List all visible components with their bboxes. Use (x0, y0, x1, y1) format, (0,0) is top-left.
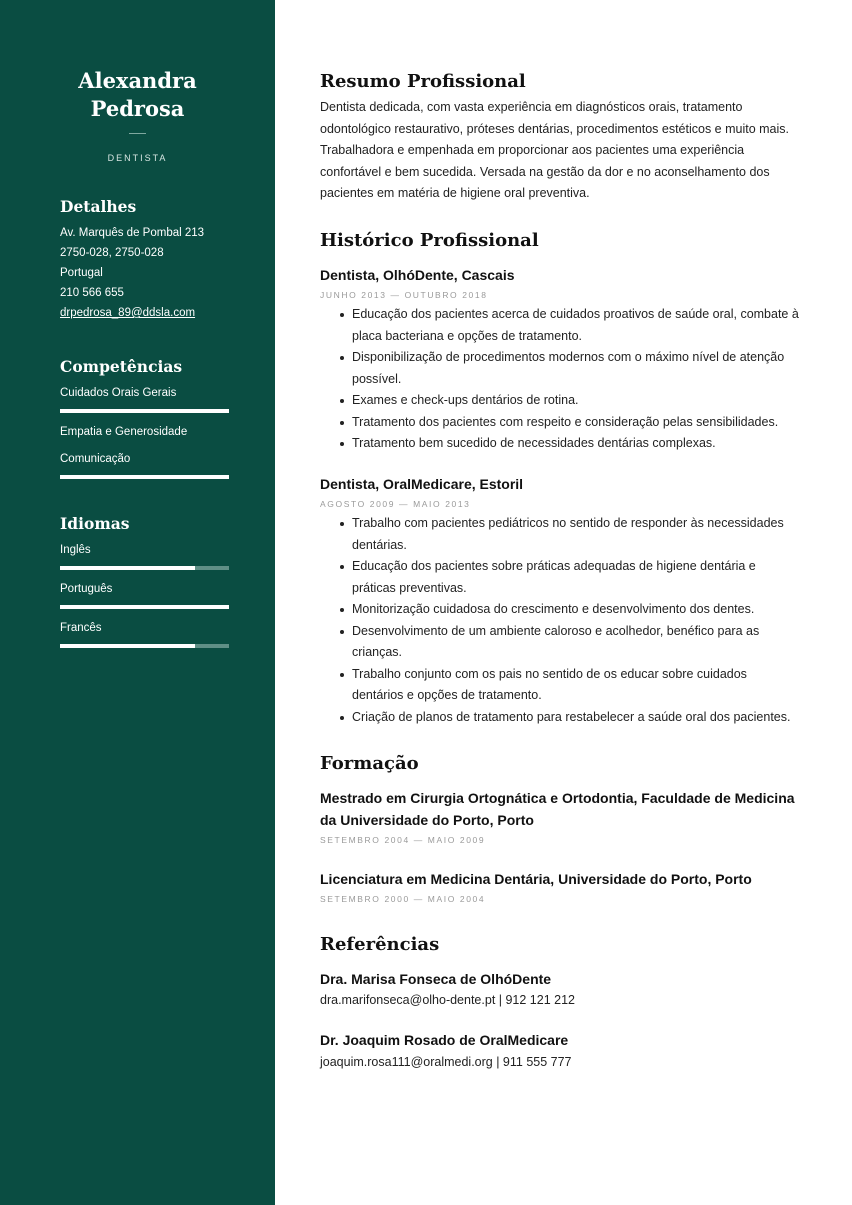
skill-bar-fill (60, 409, 229, 413)
email-link-text[interactable]: drpedrosa_89@ddsla.com (60, 307, 196, 319)
reference-contact: dra.marifonseca@olho-dente.pt | 912 121 212 (320, 993, 575, 1007)
list-item: Educação dos pacientes sobre práticas adequadas de higiene dentária e práticas preventivas. (320, 556, 800, 599)
list-item: Tratamento dos pacientes com respeito e consideração pelas sensibilidades. (320, 412, 800, 434)
reference-name: Dra. Marisa Fonseca de OlhóDente (320, 971, 552, 987)
job-title: DENTISTA (107, 153, 168, 163)
summary-text: Dentista dedicada, com vasta experiência em diagnósticos orais, tratamento odontológico restaurativo, próteses dentárias, procedimentos estéticos e muito mais. Trabalhadora e empenhada em proporcionar aos pacientes uma experiência confortável e bem sucedida. Versada na gestão da dor e no aconselhamento dos pacientes em matéria de higiene oral preventiva. (320, 100, 789, 200)
language-label: Inglês (60, 544, 91, 556)
summary-heading: Resumo Profissional (320, 71, 526, 92)
skill-bar (60, 409, 229, 413)
skill-bar (60, 475, 229, 479)
list-item: Trabalho com pacientes pediátricos no sentido de responder às necessidades dentárias. (320, 513, 800, 556)
country: Portugal (60, 267, 103, 279)
reference-contact: joaquim.rosa111@oralmedi.org | 911 555 777 (320, 1055, 572, 1069)
address-line-1: Av. Marquês de Pombal 213 (60, 227, 205, 239)
job-duties-list (320, 304, 800, 455)
details-heading: Detalhes (60, 197, 137, 216)
references-heading: Referências (320, 934, 440, 955)
job-dates: AGOSTO 2009 — MAIO 2013 (320, 499, 471, 509)
language-label: Francês (60, 622, 102, 634)
skill-label: Empatia e Generosidade (60, 426, 188, 438)
list-item: Criação de planos de tratamento para restabelecer a saúde oral dos pacientes. (320, 707, 800, 729)
skill-label: Comunicação (60, 453, 131, 465)
degree-dates: SETEMBRO 2000 — MAIO 2004 (320, 894, 486, 904)
job-duties-list (320, 513, 800, 728)
degree-title: Mestrado em Cirurgia Ortognática e Ortodontia, Faculdade de Medicina da Universidade do Porto, Porto (320, 790, 795, 828)
sidebar (0, 0, 275, 1205)
skill-label: Cuidados Orais Gerais (60, 387, 177, 399)
email-link[interactable] (60, 306, 195, 320)
language-bar (60, 566, 229, 570)
languages-heading: Idiomas (60, 514, 130, 533)
list-item: Desenvolvimento de um ambiente caloroso e acolhedor, benéfico para as crianças. (320, 621, 800, 664)
job-dates: JUNHO 2013 — OUTUBRO 2018 (320, 290, 488, 300)
name-divider (129, 133, 146, 134)
language-bar-fill (60, 566, 195, 570)
list-item: Disponibilização de procedimentos modernos com o máximo nível de atenção possível. (320, 347, 800, 390)
list-item: Tratamento bem sucedido de necessidades dentárias complexas. (320, 433, 800, 455)
address-line-2: 2750-028, 2750-028 (60, 247, 164, 259)
list-item: Exames e check-ups dentários de rotina. (320, 390, 800, 412)
list-item: Monitorização cuidadosa do crescimento e desenvolvimento dos dentes. (320, 599, 800, 621)
list-item: Educação dos pacientes acerca de cuidados proativos de saúde oral, combate à placa bacteriana e opções de tratamento. (320, 304, 800, 347)
skills-heading: Competências (60, 357, 183, 376)
job-title: Dentista, OralMedicare, Estoril (320, 476, 524, 492)
reference-name: Dr. Joaquim Rosado de OralMedicare (320, 1032, 569, 1048)
last-name: Pedrosa (90, 96, 185, 121)
language-bar (60, 605, 229, 609)
degree-dates: SETEMBRO 2004 — MAIO 2009 (320, 835, 486, 845)
phone: 210 566 655 (60, 287, 124, 299)
skill-bar-fill (60, 475, 229, 479)
education-heading: Formação (320, 753, 419, 774)
language-bar (60, 644, 229, 648)
list-item: Trabalho conjunto com os pais no sentido de os educar sobre cuidados dentários e opções de tratamento. (320, 664, 800, 707)
job-title: Dentista, OlhóDente, Cascais (320, 267, 515, 283)
language-label: Português (60, 583, 113, 595)
first-name: Alexandra (78, 68, 197, 93)
degree-title: Licenciatura em Medicina Dentária, Universidade do Porto, Porto (320, 871, 752, 887)
history-heading: Histórico Profissional (320, 230, 539, 251)
candidate-name (0, 67, 275, 123)
language-bar-fill (60, 605, 229, 609)
language-bar-fill (60, 644, 195, 648)
